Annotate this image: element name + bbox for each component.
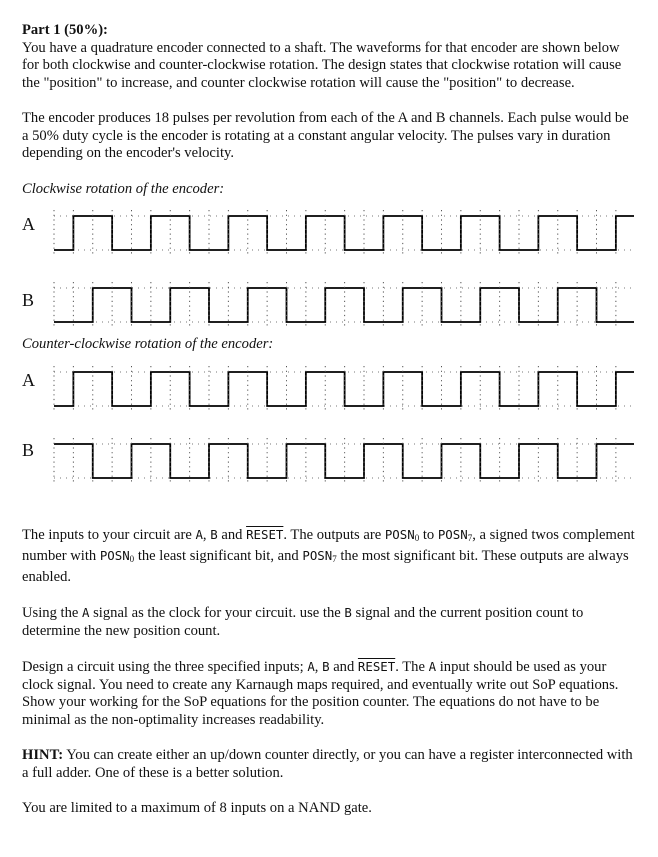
document-page <box>22 22 638 818</box>
encoder-paragraph: The encoder produces 18 pulses per revolution from each of the A and B channels. Each pulse would be a 50% duty cycle is the encoder is rotating at a constant angular velocity. The pulses vary in duration depending on the encoder's velocity. <box>22 110 629 161</box>
intro-paragraph: You have a quadrature encoder connected to a shaft. The waveforms for that encoder are shown below for both clockwise and counter-clockwise rotation. The design states that clockwise rotation will cause the "position" to increase, and counter clockwise rotation will cause the "position" to decrease. <box>22 39 622 91</box>
ccw-wave-b <box>22 432 638 522</box>
limit-paragraph: You are limited to a maximum of 8 inputs on a NAND gate. <box>22 800 372 816</box>
ccw-a-waveform <box>22 360 638 432</box>
square-wave <box>54 444 634 478</box>
channel-a-label: A <box>22 214 35 234</box>
ccw-wave-a <box>22 360 638 432</box>
square-wave <box>54 372 634 406</box>
square-wave <box>54 288 634 322</box>
channel-a-label: A <box>22 369 35 390</box>
part-heading: Part 1 (50%): <box>22 22 108 38</box>
ccw-caption: Counter-clockwise rotation of the encoder: <box>22 336 274 352</box>
cw-a-waveform <box>22 204 638 276</box>
cw-b-waveform <box>22 276 638 348</box>
channel-b-label: B <box>22 290 35 310</box>
design-paragraph: Design a circuit using the three specified inputs; A, B and RESET. The A input should be used as your clock signal. You need to create any Karnaugh maps required, and eventually write out SoP equations. Show your working for the SoP equations for the position counter. The equations do not have to be minimal as the non-optimality increases readability. <box>22 659 619 728</box>
cw-wave-b <box>22 276 638 348</box>
hint-label: HINT: <box>22 747 64 763</box>
cw-wave-a <box>22 204 638 276</box>
ccw-b-waveform <box>22 432 638 504</box>
clock-paragraph: Using the A signal as the clock for your circuit. use the B signal and the current position count to determine the new position count. <box>22 605 584 639</box>
hint-paragraph: HINT: You can create either an up/down counter directly, or you can have a register interconnected with a full adder. One of these is a better solution. <box>22 747 633 781</box>
channel-b-label: B <box>22 439 35 460</box>
square-wave <box>54 216 634 250</box>
inputs-paragraph: The inputs to your circuit are A, B and RESET. The outputs are $POSN_0$ to $POSN_7$, a signed twos complement number with $POSN_0$ the least significant bit, and $POSN_7$ the most significant bit. These outputs are always enabled. <box>22 526 635 585</box>
cw-caption: Clockwise rotation of the encoder: <box>22 180 225 197</box>
